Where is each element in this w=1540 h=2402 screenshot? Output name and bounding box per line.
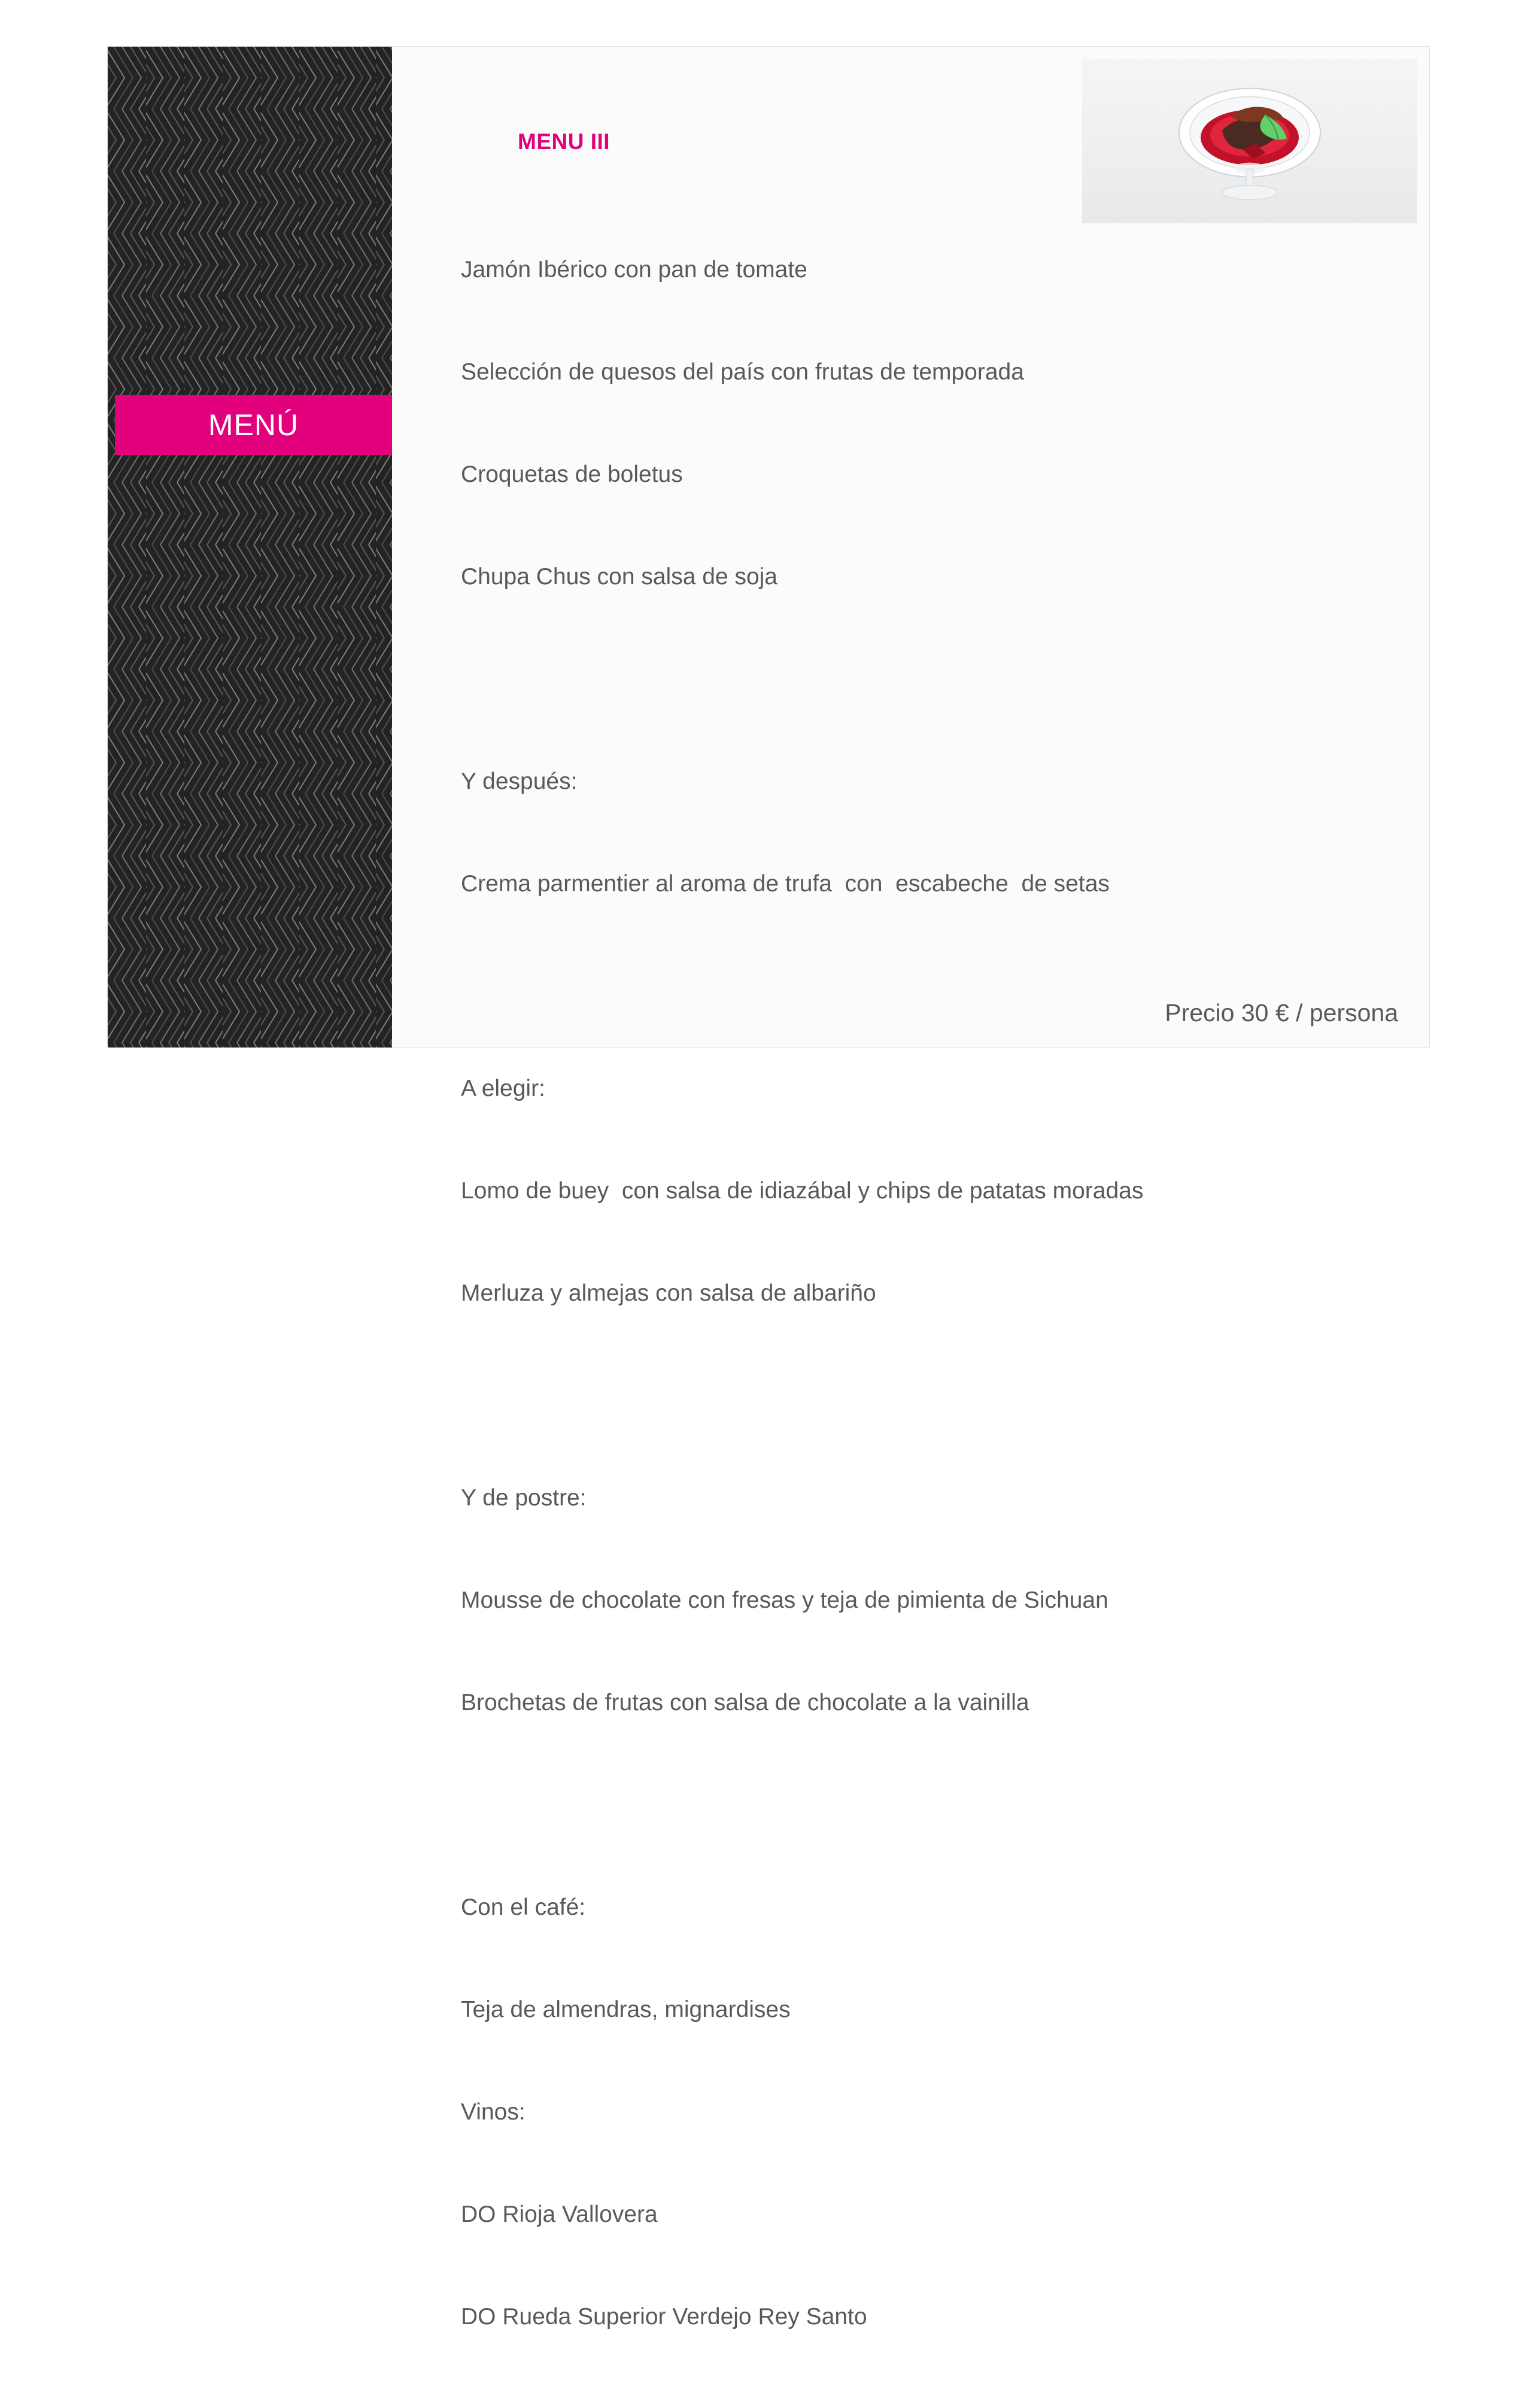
list-item: Crema parmentier al aroma de trufa con escabeche de setas [461,871,1110,897]
list-item: Merluza y almejas con salsa de albariño [461,1280,876,1306]
spacer [461,662,1442,696]
slide-canvas [108,47,1429,2330]
section-heading: A elegir: [461,1076,545,1101]
page-title: MENU III [518,129,610,154]
list-item: Chupa Chus con salsa de soja [461,564,777,590]
list-item: Jamón Ibérico con pan de tomate [461,257,807,283]
list-item: Mousse de chocolate con fresas y teja de pimienta de Sichuan [461,1587,1108,1613]
menu-content [392,47,1429,2330]
list-item: Teja de almendras, mignardises [461,1997,791,2023]
list-item: DO Rioja Vallovera [461,2201,658,2227]
menu-item-list [461,184,1442,2402]
section-heading: Con el café: [461,1894,586,1920]
spacer [461,1788,1442,1822]
menu-tab-label: MENÚ [208,408,299,442]
list-item: Brochetas de frutas con salsa de chocolate a la vainilla [461,1690,1029,1715]
decorative-side-band [108,47,392,1047]
chevron-pattern-icon [108,47,392,1047]
list-item: Selección de quesos del país con frutas de temporada [461,359,1024,385]
spacer [461,969,1442,1003]
menu-tab [115,395,392,455]
price-label: Precio 30 € / persona [1165,999,1398,1027]
list-item: Croquetas de boletus [461,461,683,487]
section-heading: Vinos: [461,2099,526,2125]
list-item: DO Rueda Superior Verdejo Rey Santo [461,2304,867,2330]
spacer [461,1378,1442,1413]
list-item: Lomo de buey con salsa de idiazábal y chips de patatas moradas [461,1178,1144,1204]
section-heading: Y después: [461,769,578,794]
section-heading: Y de postre: [461,1485,587,1511]
